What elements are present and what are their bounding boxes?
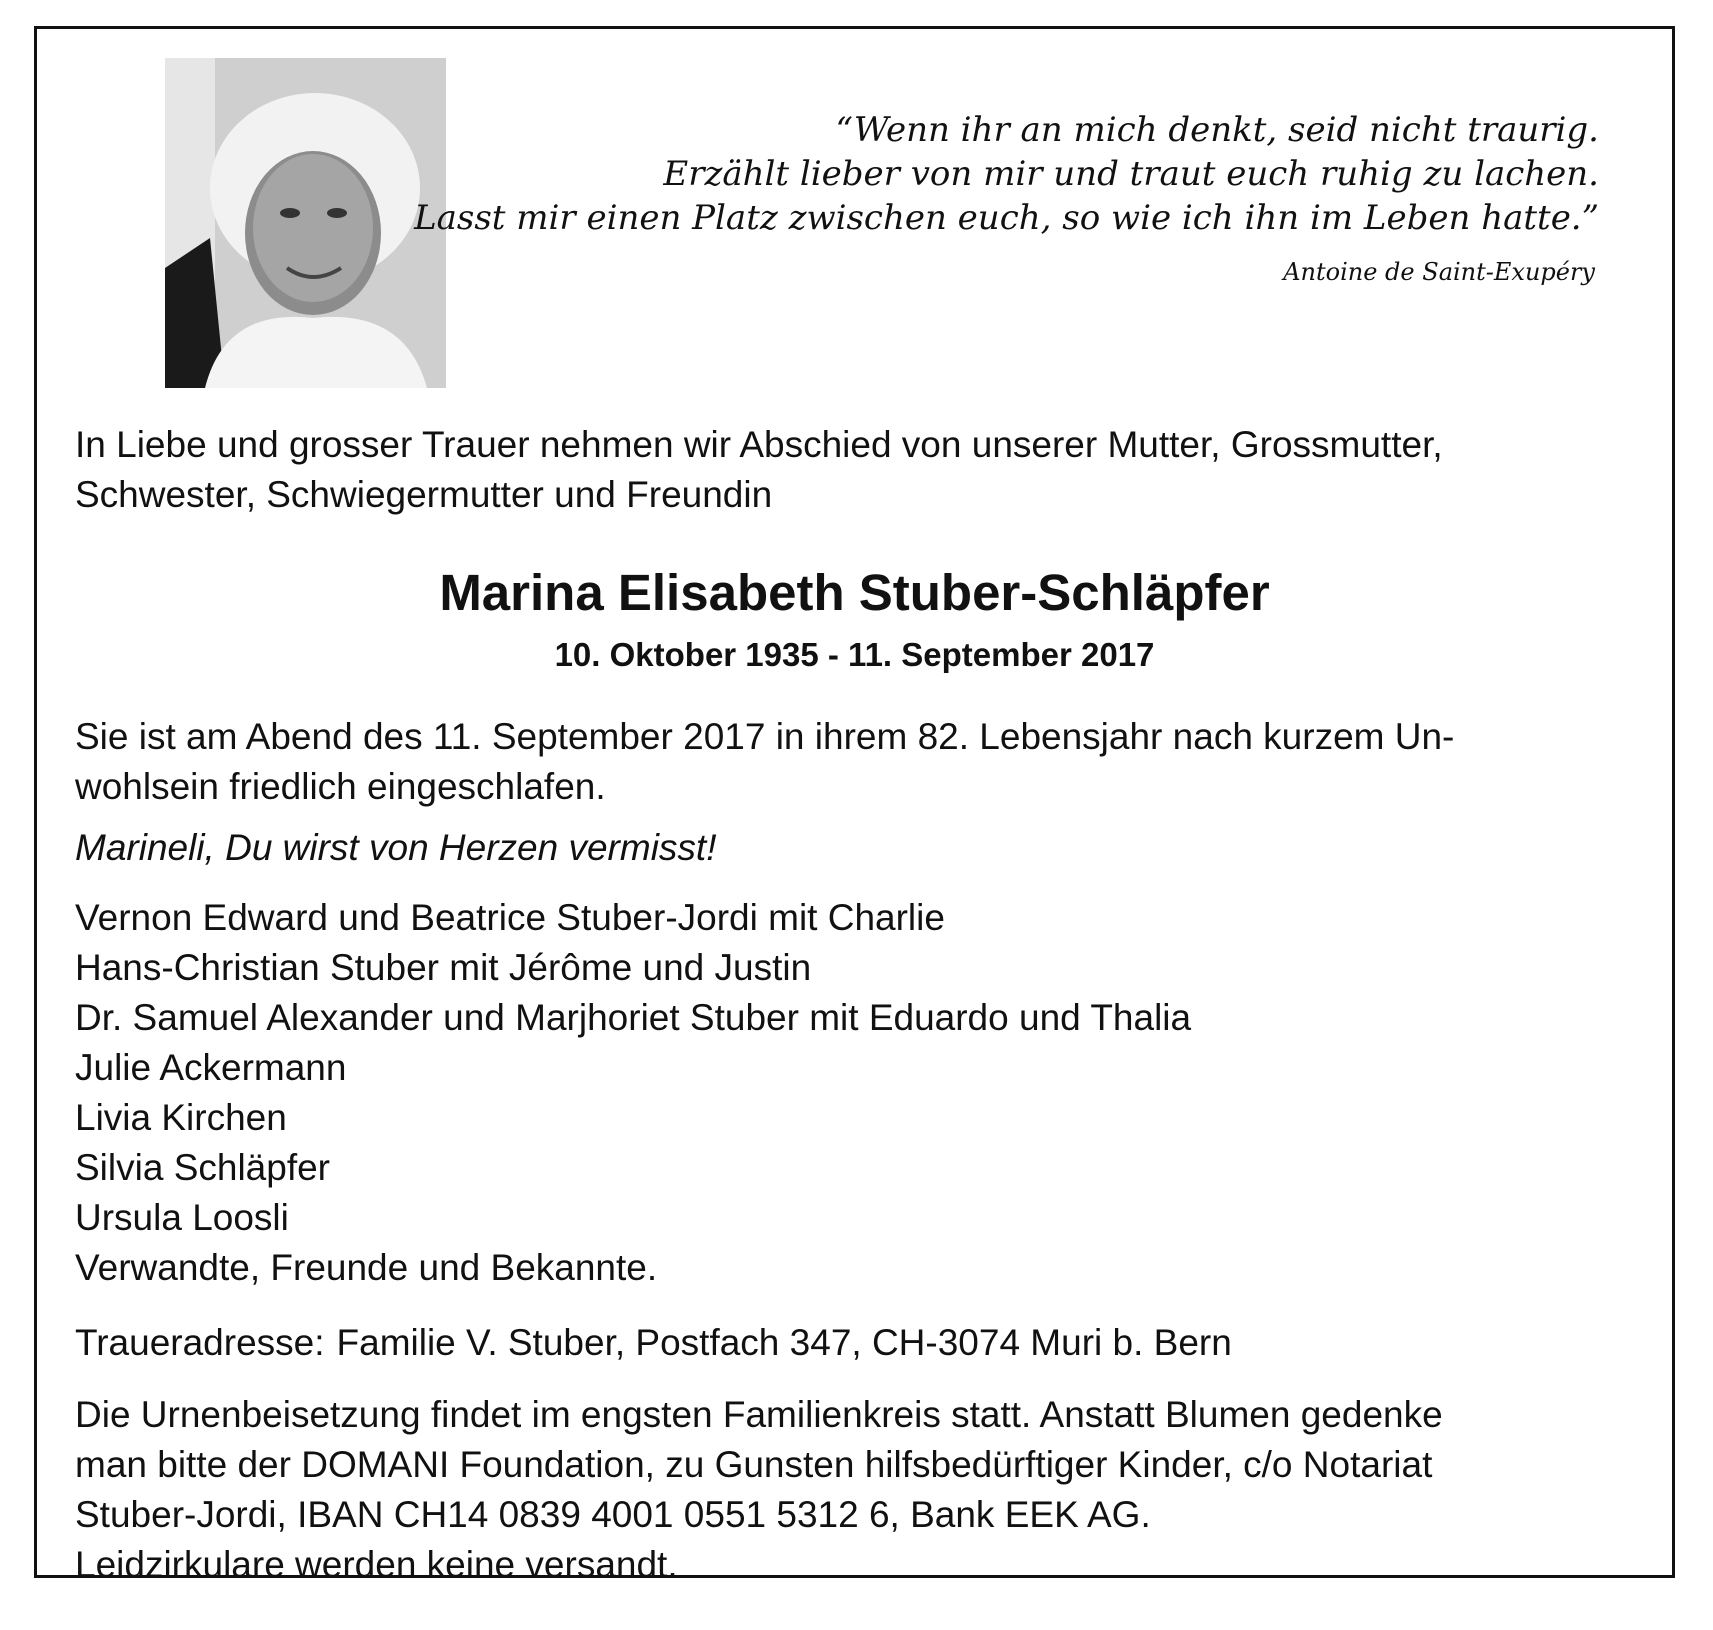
mourner-entry: Verwandte, Freunde und Bekannte. xyxy=(75,1247,658,1288)
closing-line: Leidzirkulare werden keine versandt. xyxy=(75,1544,678,1585)
address-label: Traueradresse: xyxy=(75,1322,325,1363)
quote-line: Erzählt lieber von mir und traut euch ruhig zu lachen. xyxy=(663,154,1599,194)
mourners-list xyxy=(75,893,1635,1293)
intro-line: In Liebe und grosser Trauer nehmen wir Abschied von unserer Mutter, Grossmutter, xyxy=(75,424,1443,465)
closing-line: Die Urnenbeisetzung findet im engsten Familienkreis statt. Anstatt Blumen gedenke xyxy=(75,1394,1443,1435)
mourner-entry: Dr. Samuel Alexander und Marjhoriet Stuber mit Eduardo und Thalia xyxy=(75,997,1192,1038)
closing-line: Stuber-Jordi, IBAN CH14 0839 4001 0551 5312 6, Bank EEK AG. xyxy=(75,1494,1151,1535)
mourner-entry: Julie Ackermann xyxy=(75,1047,347,1088)
closing-line: man bitte der DOMANI Foundation, zu Gunsten hilfsbedürftiger Kinder, c/o Notariat xyxy=(75,1444,1433,1485)
quote-line: “Wenn ihr an mich denkt, seid nicht traurig. xyxy=(835,110,1599,150)
memorial-quote xyxy=(414,108,1599,240)
death-notice xyxy=(75,712,1635,812)
quote-attribution: Antoine de Saint-Exupéry xyxy=(1283,258,1595,286)
address-value: Familie V. Stuber, Postfach 347, CH-3074 Muri b. Bern xyxy=(336,1322,1232,1363)
mourner-entry: Silvia Schläpfer xyxy=(75,1147,331,1188)
mourner-entry: Hans-Christian Stuber mit Jérôme und Justin xyxy=(75,947,812,988)
mourner-entry: Livia Kirchen xyxy=(75,1097,287,1138)
quote-line: Lasst mir einen Platz zwischen euch, so wie ich ihn im Leben hatte.” xyxy=(414,198,1599,238)
intro-text xyxy=(75,420,1635,520)
mourner-entry: Ursula Loosli xyxy=(75,1197,289,1238)
intro-line: Schwester, Schwiegermutter und Freundin xyxy=(75,474,773,515)
farewell-line: Marineli, Du wirst von Herzen vermisst! xyxy=(75,827,717,868)
notice-line: wohlsein friedlich eingeschlafen. xyxy=(75,766,606,807)
mourner-entry: Vernon Edward und Beatrice Stuber-Jordi mit Charlie xyxy=(75,897,945,938)
life-dates: 10. Oktober 1935 - 11. September 2017 xyxy=(554,636,1155,673)
deceased-name: Marina Elisabeth Stuber-Schläpfer xyxy=(439,564,1270,621)
notice-line: Sie ist am Abend des 11. September 2017 in ihrem 82. Lebensjahr nach kurzem Un- xyxy=(75,716,1455,757)
mourning-address xyxy=(75,1318,1635,1368)
closing-notice xyxy=(75,1390,1635,1590)
portrait-photo xyxy=(165,58,446,388)
